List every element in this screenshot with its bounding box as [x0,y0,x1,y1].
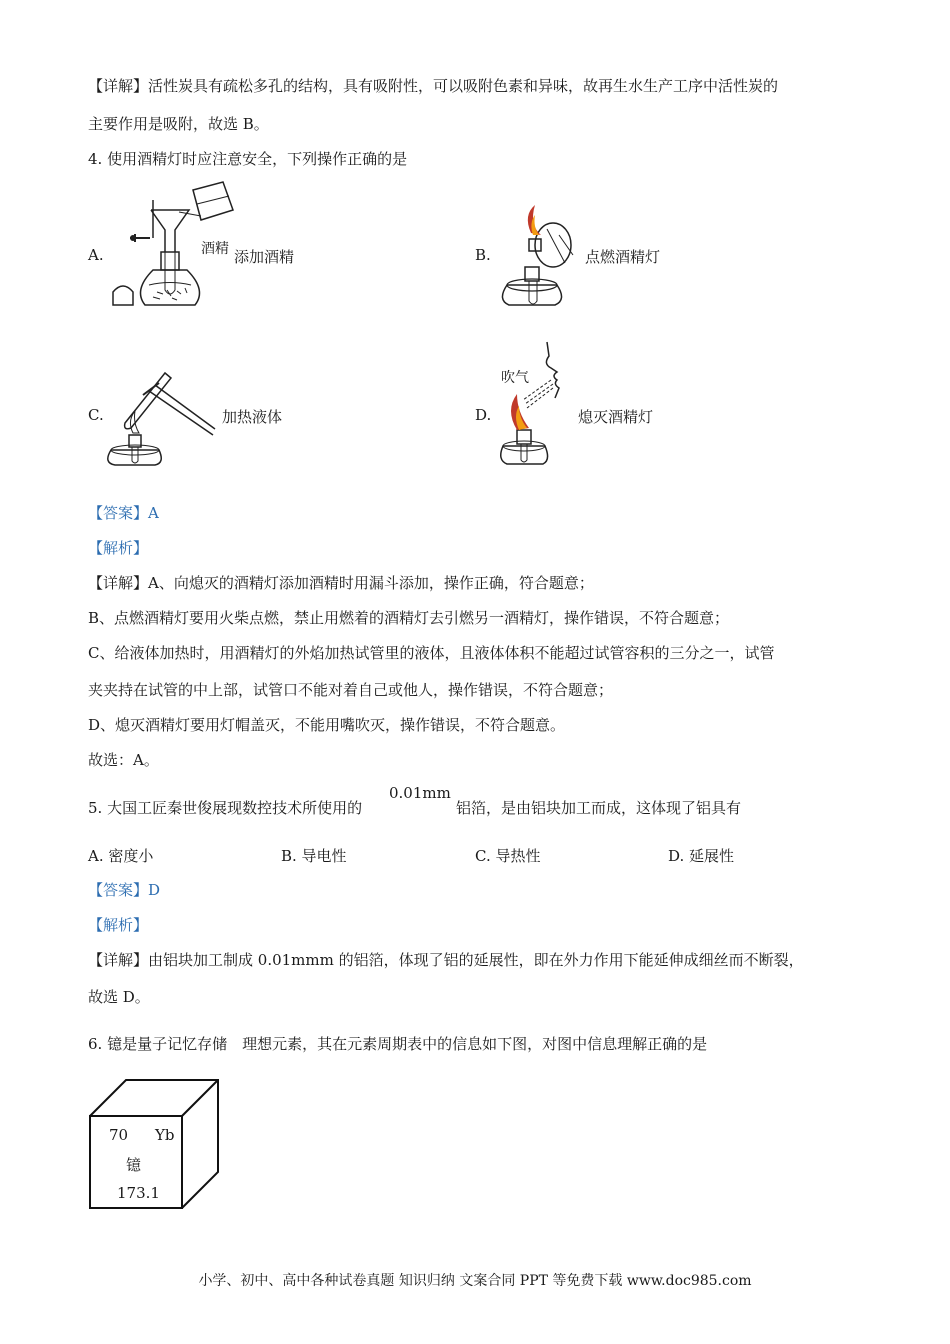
q4-option-d-caption: 熄灭酒精灯 [578,408,654,426]
q4-option-c-label: C. [88,406,104,424]
element-symbol: Yb [155,1126,175,1144]
q4-detail-line3: C、给液体加热时，用酒精灯的外焰加热试管里的液体，且液体体积不能超过试管容积的三分之一，试管 [88,644,775,662]
q5-detail-line1: 【详解】由铝块加工制成 0.01mmm 的铝箔，体现了铝的延展性，即在外力作用下能延伸成细丝而不断裂， [88,951,804,969]
q4-option-d-label: D. [475,406,492,424]
q5-stem-before: 5. 大国工匠秦世俊展现数控技术所使用的 [88,799,363,817]
q4-detail-line4: 夹夹持在试管的中上部，试管口不能对着自己或他人，操作错误，不符合题意； [88,681,614,699]
q4-detail-line5: D、熄灭酒精灯要用灯帽盖灭，不能用嘴吹灭，操作错误，不符合题意。 [88,716,566,734]
q4-option-b-figure [495,205,585,310]
q4-analysis: 【解析】 [88,539,149,557]
element-atomic-mass: 173.1 [117,1184,160,1202]
q4-option-b-caption: 点燃酒精灯 [585,248,661,266]
element-name: 镱 [126,1156,142,1174]
q5-choice-b: B. 导电性 [281,847,347,865]
q4-option-a-label: A. [88,246,104,264]
q3-detail-line1: 【详解】活性炭具有疏松多孔的结构，具有吸附性，可以吸附色素和异味，故再生水生产工序中活性炭的 [88,77,779,95]
q4-detail-line1: 【详解】A、向熄灭的酒精灯添加酒精时用漏斗添加，操作正确，符合题意； [88,574,594,592]
q5-stem-after: 铝箔，是由铝块加工而成，这体现了铝具有 [456,799,742,817]
q4-stem: 4. 使用酒精灯时应注意安全，下列操作正确的是 [88,150,408,168]
q4-detail-line2: B、点燃酒精灯要用火柴点燃，禁止用燃着的酒精灯去引燃另一酒精灯，操作错误，不符合题意； [88,609,730,627]
page-footer: 小学、初中、高中各种试卷真题 知识归纳 文案合同 PPT 等免费下载 www.doc985.com [198,1273,752,1289]
q5-choice-d: D. 延展性 [668,847,735,865]
q3-detail-line2: 主要作用是吸附，故选 B。 [88,115,269,133]
q6-stem: 6. 镱是量子记忆存储 理想元素，其在元素周期表中的信息如下图，对图中信息理解正确的是 [88,1035,708,1053]
q5-unit: 0.01mm [389,784,451,802]
q4-detail-line6: 故选：A。 [88,751,159,769]
q4-option-d-fig-text: 吹气 [501,370,529,386]
q4-option-c-caption: 加热液体 [222,408,283,426]
q5-choice-a: A. 密度小 [88,847,154,865]
element-atomic-number: 70 [109,1126,129,1144]
q5-answer: 【答案】D [88,881,161,899]
q4-option-a-caption: 添加酒精 [234,248,295,266]
q5-detail-line2: 故选 D。 [88,988,150,1006]
q4-option-c-figure [103,365,218,470]
q4-option-d-figure [495,338,575,468]
q4-option-b-label: B. [475,246,491,264]
q5-analysis: 【解析】 [88,916,149,934]
q5-choice-c: C. 导热性 [475,847,541,865]
q4-answer: 【答案】A [88,504,159,522]
q4-option-a-fig-text: 酒精 [201,241,229,257]
